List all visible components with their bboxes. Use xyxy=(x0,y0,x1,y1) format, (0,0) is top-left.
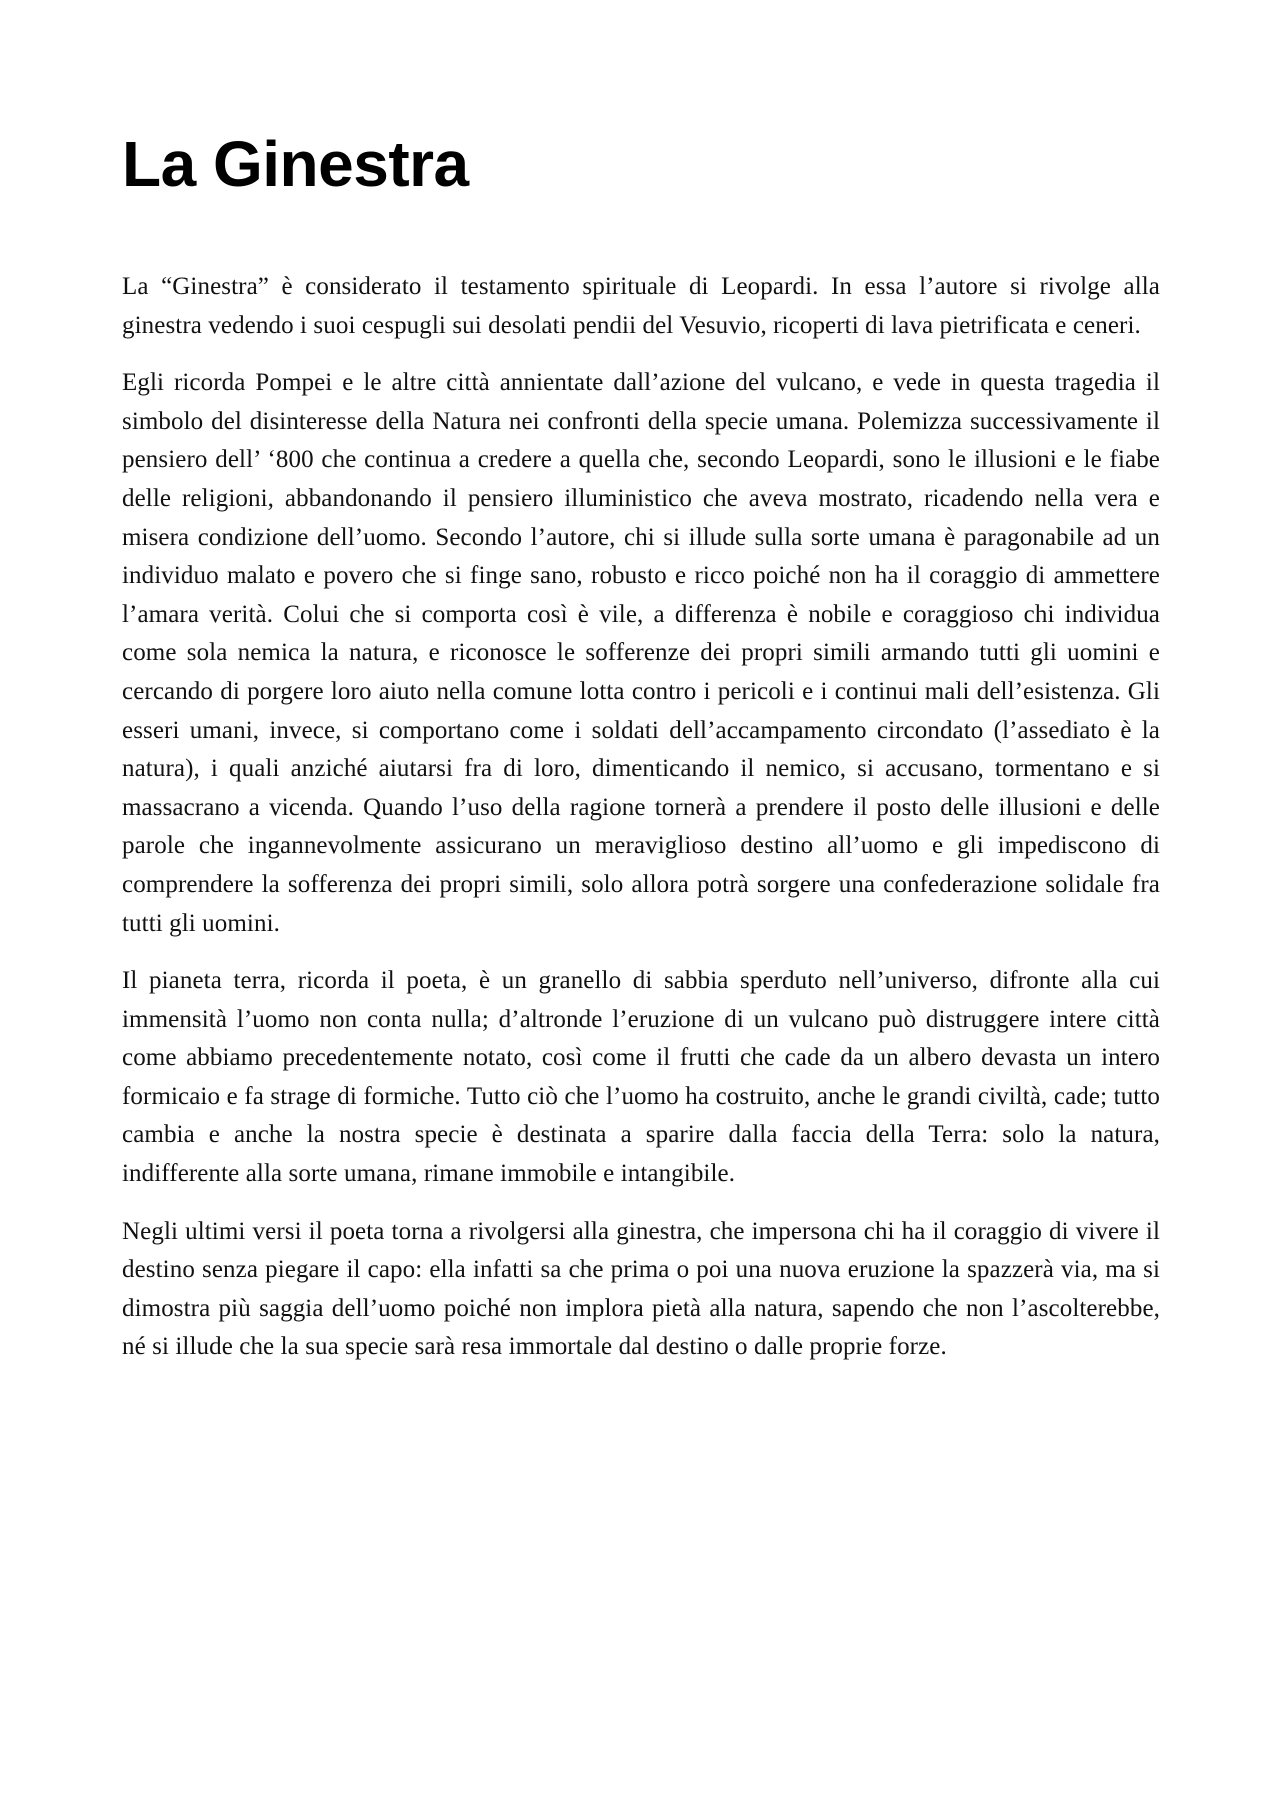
paragraph: Il pianeta terra, ricorda il poeta, è un granello di sabbia sperduto nell’universo, difronte alla cui immensità l’uomo non conta nulla; d’altronde l’eruzione di un vulcano può distruggere intere città come abbiamo precedentemente notato, così come il frutti che cade da un albero devasta un intero formicaio e fa strage di formiche. Tutto ciò che l’uomo ha costruito, anche le grandi civiltà, cade; tutto cambia e anche la nostra specie è destinata a sparire dalla faccia della Terra: solo la natura, indifferente alla sorte umana, rimane immobile e intangibile. xyxy=(122,967,1160,1188)
paragraph: Egli ricorda Pompei e le altre città annientate dall’azione del vulcano, e vede in questa tragedia il simbolo del disinteresse della Natura nei confronti della specie umana. Polemizza successivamente il pensiero dell’ ‘800 che continua a credere a quella che, secondo Leopardi, sono le illusioni e le fiabe delle religioni, abbandonando il pensiero illuministico che aveva mostrato, ricadendo nella vera e misera condizione dell’uomo. Secondo l’autore, chi si illude sulla sorte umana è paragonabile ad un individuo malato e povero che si finge sano, robusto e ricco poiché non ha il coraggio di ammettere l’amara verità. Colui che si comporta così è vile, a differenza è nobile e coraggioso chi individua come sola nemica la natura, e riconosce le sofferenze dei propri simili armando tutti gli uomini e cercando di porgere loro aiuto nella comune lotta contro i pericoli e i continui mali dell’esistenza. Gli esseri umani, invece, si comportano come i soldati dell’accampamento circondato (l’assediato è la natura), i quali anziché aiutarsi fra di loro, dimenticando il nemico, si accusano, tormentano e si massacrano a vicenda. Quando l’uso della ragione tornerà a prendere il posto delle illusioni e delle parole che ingannevolmente assicurano un meraviglioso destino all’uomo e gli impediscono di comprendere la sofferenza dei propri simili, solo allora potrà sorgere una confederazione solidale fra tutti gli uomini. xyxy=(122,369,1160,937)
paragraph: Negli ultimi versi il poeta torna a rivolgersi alla ginestra, che impersona chi ha il coraggio di vivere il destino senza piegare il capo: ella infatti sa che prima o poi una nuova eruzione la spazzerà via, ma si dimostra più saggia dell’uomo poiché non implora pietà alla natura, sapendo che non l’ascolterebbe, né si illude che la sua specie sarà resa immortale dal destino o dalle proprie forze. xyxy=(122,1217,1160,1361)
page-title: La Ginestra xyxy=(122,128,469,200)
document-body xyxy=(122,268,1160,1386)
paragraph: La “Ginestra” è considerato il testamento spirituale di Leopardi. In essa l’autore si rivolge alla ginestra vedendo i suoi cespugli sui desolati pendii del Vesuvio, ricoperti di lava pietrificata e ceneri. xyxy=(122,273,1160,339)
